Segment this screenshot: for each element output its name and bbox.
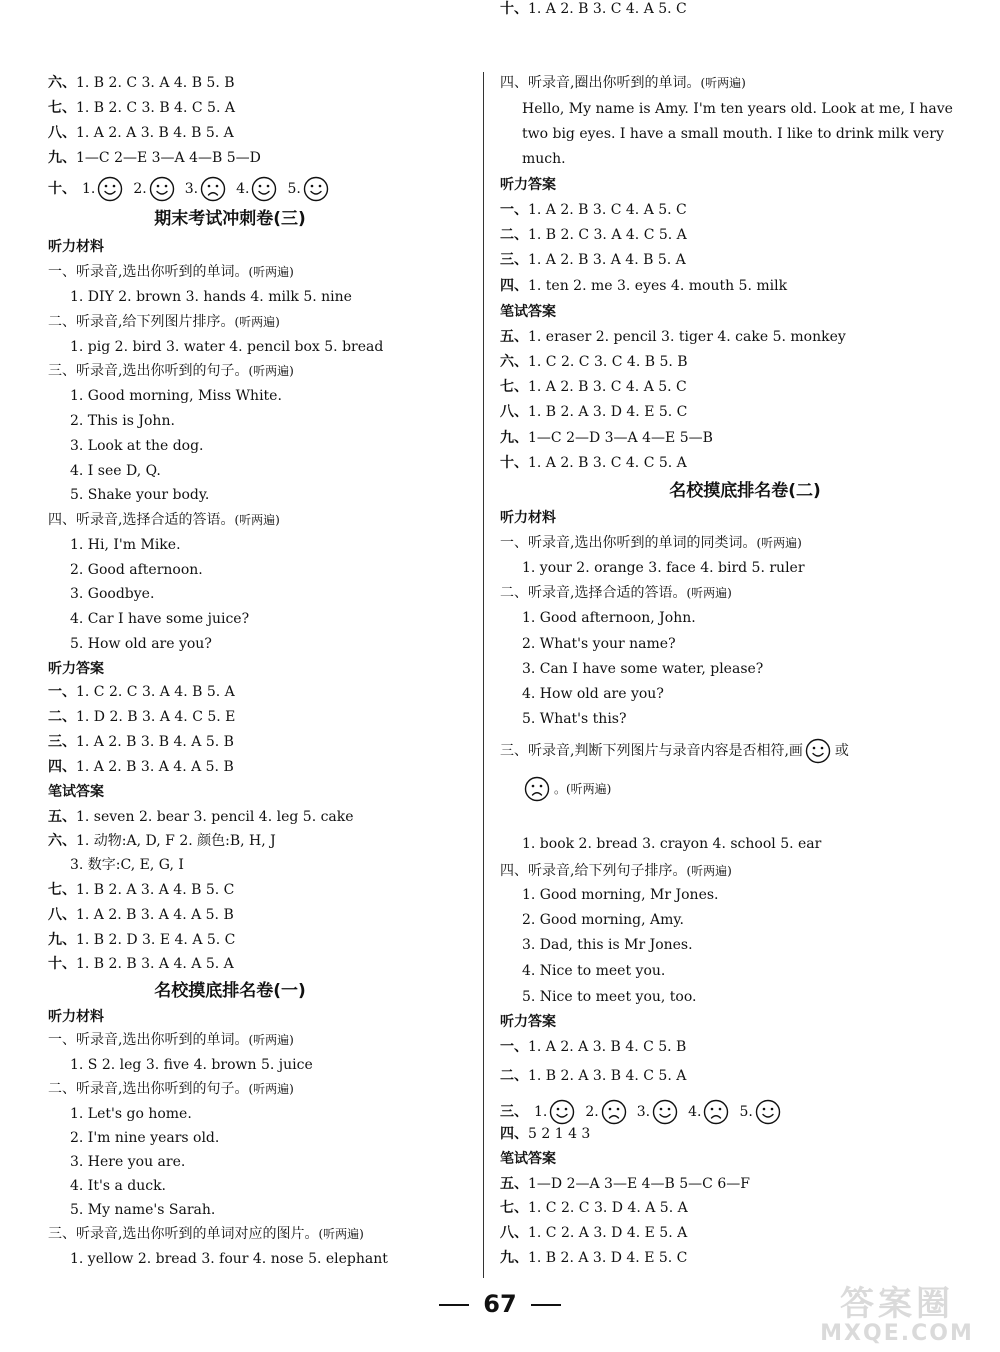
question-text-tail: 或 — [834, 743, 849, 759]
subsection-heading: 听力材料 — [48, 239, 104, 255]
indented-line: much. — [522, 151, 566, 167]
answer-prefix: 二、 — [500, 1068, 528, 1084]
answer-line — [500, 1038, 686, 1056]
question-line — [48, 1031, 294, 1049]
answer-prefix: 八、 — [500, 404, 528, 420]
dash-right — [531, 1304, 561, 1306]
indented-line: 2. What's your name? — [522, 636, 676, 652]
answer-prefix: 二、 — [48, 709, 76, 725]
answer-prefix: 六、 — [48, 75, 76, 91]
answer-number: 2. — [585, 1104, 599, 1120]
indented-line: 4. Car I have some juice? — [70, 611, 250, 627]
indented-line: 2. I'm nine years old. — [70, 1130, 220, 1146]
indented-line: 1. Good afternoon, John. — [522, 610, 696, 626]
question-hint: (听两遍) — [700, 76, 746, 90]
indented-line: 1. book 2. bread 3. crayon 4. school 5. ear — [522, 836, 822, 852]
question-text: 二、听录音,给下列图片排序。 — [48, 314, 235, 330]
indented-line: 3. Goodbye. — [70, 586, 155, 602]
answer-line — [48, 955, 234, 973]
indented-line: 5. My name's Sarah. — [70, 1202, 216, 1218]
answer-line — [500, 1125, 590, 1143]
smiley-face-icon — [97, 176, 123, 202]
question-hint: (听两遍) — [686, 586, 732, 600]
question-hint: (听两遍) — [686, 864, 732, 878]
answer-line — [500, 1175, 750, 1193]
indented-line: 2. Good afternoon. — [70, 562, 203, 578]
answer-prefix: 五、 — [48, 809, 76, 825]
indented-line: 5. How old are you? — [70, 636, 212, 652]
answer-line — [48, 683, 235, 701]
answer-prefix: 六、 — [500, 354, 528, 370]
answer-line — [500, 1249, 687, 1267]
question-line — [48, 1225, 364, 1243]
answer-text: 5 2 1 4 3 — [528, 1126, 591, 1142]
answer-prefix: 十、 — [500, 1, 528, 17]
answer-prefix: 八、 — [48, 907, 76, 923]
answer-text: 1. A 2. B 3. A 4. A 5. B — [76, 759, 234, 775]
answer-prefix: 七、 — [48, 100, 76, 116]
indented-line: 5. Shake your body. — [70, 487, 210, 503]
answer-text: 1. B 2. A 3. D 4. E 5. C — [528, 404, 688, 420]
answer-line — [500, 353, 688, 371]
answer-text: 1. C 2. C 3. A 4. B 5. A — [76, 684, 235, 700]
dash-left — [439, 1304, 469, 1306]
answer-number: 2. — [133, 181, 147, 197]
sad-face-icon — [703, 1099, 729, 1125]
answer-text: 1. B 2. C 3. A 4. C 5. A — [528, 227, 687, 243]
answer-line — [500, 429, 713, 447]
answer-text: 1. D 2. B 3. A 4. C 5. E — [76, 709, 236, 725]
answer-number: 5. — [739, 1104, 753, 1120]
smiley-face-icon — [805, 738, 831, 764]
answer-prefix: 七、 — [500, 1200, 528, 1216]
indented-line: 3. 数字:C, E, G, I — [70, 857, 184, 873]
question-text: 四、听录音,圈出你听到的单词。 — [500, 75, 701, 91]
answer-prefix: 七、 — [500, 379, 528, 395]
answer-prefix: 九、 — [500, 430, 528, 446]
answer-prefix: 一、 — [500, 1039, 528, 1055]
answer-text: 1. A 2. B 3. C 4. A 5. C — [528, 379, 687, 395]
sad-face-icon — [200, 176, 226, 202]
answer-number: 4. — [236, 181, 250, 197]
question-line — [500, 74, 746, 92]
answer-line — [500, 277, 787, 295]
answer-number: 1. — [82, 181, 96, 197]
answer-text: 1. B 2. D 3. E 4. A 5. C — [76, 932, 236, 948]
answer-prefix: 一、 — [48, 684, 76, 700]
answer-text: 1. B 2. C 3. A 4. B 5. B — [76, 75, 235, 91]
answer-prefix: 七、 — [48, 882, 76, 898]
answer-prefix: 四、 — [500, 278, 528, 294]
answer-prefix: 三、 — [48, 734, 76, 750]
question-text: 三、听录音,选出你听到的句子。 — [48, 363, 249, 379]
subsection-heading: 听力材料 — [48, 1009, 104, 1025]
answer-line — [500, 201, 687, 219]
indented-line: 3. Look at the dog. — [70, 438, 204, 454]
smiley-face-icon — [303, 176, 329, 202]
answer-text: 1—C 2—E 3—A 4—B 5—D — [76, 150, 261, 166]
answer-text: 1. A 2. B 3. C 4. A 5. C — [528, 1, 687, 17]
indented-line: 3. Here you are. — [70, 1154, 186, 1170]
question-text: 四、听录音,给下列句子排序。 — [500, 863, 687, 879]
indented-line: Hello, My name is Amy. I'm ten years old. Look at me, I have — [522, 101, 953, 117]
answer-text: 1—C 2—D 3—A 4—E 5—B — [528, 430, 713, 446]
answer-prefix: 四、 — [48, 759, 76, 775]
answer-text: 1. B 2. C 3. B 4. C 5. A — [76, 100, 235, 116]
question-text: 三、听录音,选出你听到的单词对应的图片。 — [48, 1226, 319, 1242]
subsection-heading: 听力答案 — [500, 1014, 556, 1030]
answer-line — [500, 454, 687, 472]
answer-prefix: 五、 — [500, 1176, 528, 1192]
answer-number: 3. — [184, 181, 199, 197]
indented-line: 3. Can I have some water, please? — [522, 661, 764, 677]
section-title: 名校摸底排名卷(一) — [154, 981, 306, 1001]
answer-line — [500, 226, 687, 244]
answer-number: 4. — [688, 1104, 702, 1120]
question-line — [48, 263, 294, 281]
answer-text: 1. B 2. B 3. A 4. A 5. A — [76, 956, 234, 972]
indented-line: 1. Good morning, Miss White. — [70, 388, 282, 404]
indented-line: two big eyes. I have a small mouth. I like to drink milk very — [522, 126, 944, 142]
answer-prefix: 九、 — [500, 1250, 528, 1266]
question-text: 三、听录音,判断下列图片与录音内容是否相符,画 — [500, 743, 803, 759]
watermark-line1: 答案圈 — [840, 1284, 954, 1324]
page-number-text: 67 — [483, 1290, 517, 1318]
answer-line — [48, 708, 235, 726]
answer-text: 1. 动物:A, D, F 2. 颜色:B, H, J — [76, 833, 276, 849]
face-answer-line — [48, 176, 333, 202]
answer-prefix: 十、 — [48, 956, 76, 972]
question-hint: (听两遍) — [248, 265, 294, 279]
answer-line — [48, 124, 234, 142]
indented-line: 1. Let's go home. — [70, 1106, 192, 1122]
answer-text: 1. seven 2. bear 3. pencil 4. leg 5. cake — [76, 809, 354, 825]
answer-line — [48, 906, 234, 924]
question-hint: (听两遍) — [248, 1082, 294, 1096]
question-text: 二、听录音,选出你听到的句子。 — [48, 1081, 249, 1097]
indented-line: 1. DIY 2. brown 3. hands 4. milk 5. nine — [70, 289, 352, 305]
answer-line — [48, 99, 235, 117]
answer-text: 1. ten 2. me 3. eyes 4. mouth 5. milk — [528, 278, 788, 294]
answer-text: 1. B 2. A 3. A 4. B 5. C — [76, 882, 235, 898]
question-hint: 。(听两遍) — [554, 782, 612, 796]
answer-line — [48, 808, 354, 826]
answer-line — [48, 733, 234, 751]
answer-text: 1. C 2. A 3. D 4. E 5. A — [528, 1225, 688, 1241]
question-text: 四、听录音,选择合适的答语。 — [48, 512, 235, 528]
answer-text: 1. C 2. C 3. C 4. B 5. B — [528, 354, 688, 370]
answer-line — [500, 1067, 686, 1085]
indented-line: 1. your 2. orange 3. face 4. bird 5. ruler — [522, 560, 805, 576]
smiley-face-icon — [755, 1099, 781, 1125]
smiley-face-icon — [549, 1099, 575, 1125]
question-line — [500, 862, 732, 880]
answer-prefix: 三、 — [500, 252, 528, 268]
question-line-continued — [500, 776, 611, 802]
answer-prefix: 五、 — [500, 329, 528, 345]
answer-text: 1. eraser 2. pencil 3. tiger 4. cake 5. monkey — [528, 329, 846, 345]
answer-text: 1. A 2. B 3. A 4. B 5. A — [528, 252, 686, 268]
indented-line: 1. Good morning, Mr Jones. — [522, 887, 719, 903]
answer-text: 1. B 2. A 3. B 4. C 5. A — [528, 1068, 687, 1084]
smiley-face-icon — [652, 1099, 678, 1125]
indented-line: 4. Nice to meet you. — [522, 963, 666, 979]
indented-line: 2. This is John. — [70, 413, 175, 429]
answer-line — [48, 149, 261, 167]
subsection-heading: 笔试答案 — [500, 1151, 556, 1167]
answer-line — [500, 1224, 687, 1242]
section-title: 名校摸底排名卷(二) — [669, 481, 821, 501]
watermark-logo — [812, 1286, 982, 1348]
answer-number: 3. — [636, 1104, 651, 1120]
section-title: 期末考试冲刺卷(三) — [154, 209, 306, 229]
indented-line: 3. Dad, this is Mr Jones. — [522, 937, 693, 953]
subsection-heading: 听力答案 — [48, 661, 104, 677]
answer-number: 1. — [534, 1104, 548, 1120]
answer-prefix: 二、 — [500, 227, 528, 243]
answer-line — [500, 1199, 688, 1217]
answer-prefix: 一、 — [500, 202, 528, 218]
face-answer-line — [500, 1099, 785, 1125]
smiley-face-icon — [149, 176, 175, 202]
answer-line — [48, 758, 234, 776]
answer-text: 1. C 2. C 3. D 4. A 5. A — [528, 1200, 688, 1216]
question-hint: (听两遍) — [234, 513, 280, 527]
answer-prefix: 三、 — [500, 1104, 528, 1120]
indented-line: 1. S 2. leg 3. five 4. brown 5. juice — [70, 1057, 313, 1073]
answer-line — [48, 74, 235, 92]
answer-text: 1. B 2. A 3. D 4. E 5. C — [528, 1250, 688, 1266]
subsection-heading: 听力材料 — [500, 510, 556, 526]
indented-line: 1. pig 2. bird 3. water 4. pencil box 5. bread — [70, 339, 384, 355]
column-divider — [483, 72, 484, 1278]
answer-line — [500, 0, 687, 18]
indented-line: 1. Hi, I'm Mike. — [70, 537, 181, 553]
question-text: 一、听录音,选出你听到的单词。 — [48, 1032, 249, 1048]
answer-prefix: 八、 — [48, 125, 76, 141]
indented-line: 4. How old are you? — [522, 686, 664, 702]
answer-prefix: 十、 — [48, 181, 76, 197]
watermark-line2: MXQE.COM — [820, 1321, 974, 1346]
answer-line — [500, 403, 687, 421]
sad-face-icon — [601, 1099, 627, 1125]
question-text: 二、听录音,选择合适的答语。 — [500, 585, 687, 601]
answer-line — [500, 251, 686, 269]
subsection-heading: 笔试答案 — [500, 304, 556, 320]
question-hint: (听两遍) — [756, 536, 802, 550]
answer-text: 1. A 2. B 3. A 4. A 5. B — [76, 907, 234, 923]
indented-line: 5. Nice to meet you, too. — [522, 989, 697, 1005]
answer-prefix: 九、 — [48, 150, 76, 166]
indented-line: 2. Good morning, Amy. — [522, 912, 684, 928]
answer-prefix: 六、 — [48, 833, 76, 849]
smiley-face-icon — [251, 176, 277, 202]
indented-line: 5. What's this? — [522, 711, 627, 727]
question-hint: (听两遍) — [234, 315, 280, 329]
question-text: 一、听录音,选出你听到的单词的同类词。 — [500, 535, 757, 551]
subsection-heading: 笔试答案 — [48, 784, 104, 800]
answer-text: 1. A 2. A 3. B 4. C 5. B — [528, 1039, 687, 1055]
answer-text: 1. A 2. B 3. C 4. A 5. C — [528, 202, 687, 218]
question-line — [48, 362, 294, 380]
answer-prefix: 四、 — [500, 1126, 528, 1142]
answer-prefix: 十、 — [500, 455, 528, 471]
answer-line — [48, 832, 276, 850]
question-line — [500, 738, 849, 764]
answer-prefix: 八、 — [500, 1225, 528, 1241]
question-line — [48, 313, 280, 331]
answer-line — [48, 931, 235, 949]
question-line — [500, 534, 802, 552]
answer-prefix: 九、 — [48, 932, 76, 948]
question-line — [48, 511, 280, 529]
indented-line: 4. It's a duck. — [70, 1178, 166, 1194]
question-line — [500, 584, 732, 602]
answer-line — [500, 328, 846, 346]
answer-line — [48, 881, 234, 899]
answer-text: 1. A 2. B 3. B 4. A 5. B — [76, 734, 234, 750]
indented-line: 1. yellow 2. bread 3. four 4. nose 5. elephant — [70, 1251, 388, 1267]
subsection-heading: 听力答案 — [500, 177, 556, 193]
indented-line: 4. I see D, Q. — [70, 463, 161, 479]
question-hint: (听两遍) — [248, 364, 294, 378]
question-hint: (听两遍) — [248, 1033, 294, 1047]
question-text: 一、听录音,选出你听到的单词。 — [48, 264, 249, 280]
answer-text: 1. A 2. A 3. B 4. B 5. A — [76, 125, 234, 141]
answer-text: 1—D 2—A 3—E 4—B 5—C 6—F — [528, 1176, 750, 1192]
question-hint: (听两遍) — [318, 1227, 364, 1241]
sad-face-icon — [524, 776, 550, 802]
answer-number: 5. — [287, 181, 301, 197]
answer-line — [500, 378, 687, 396]
question-line — [48, 1080, 294, 1098]
answer-text: 1. A 2. B 3. C 4. C 5. A — [528, 455, 687, 471]
